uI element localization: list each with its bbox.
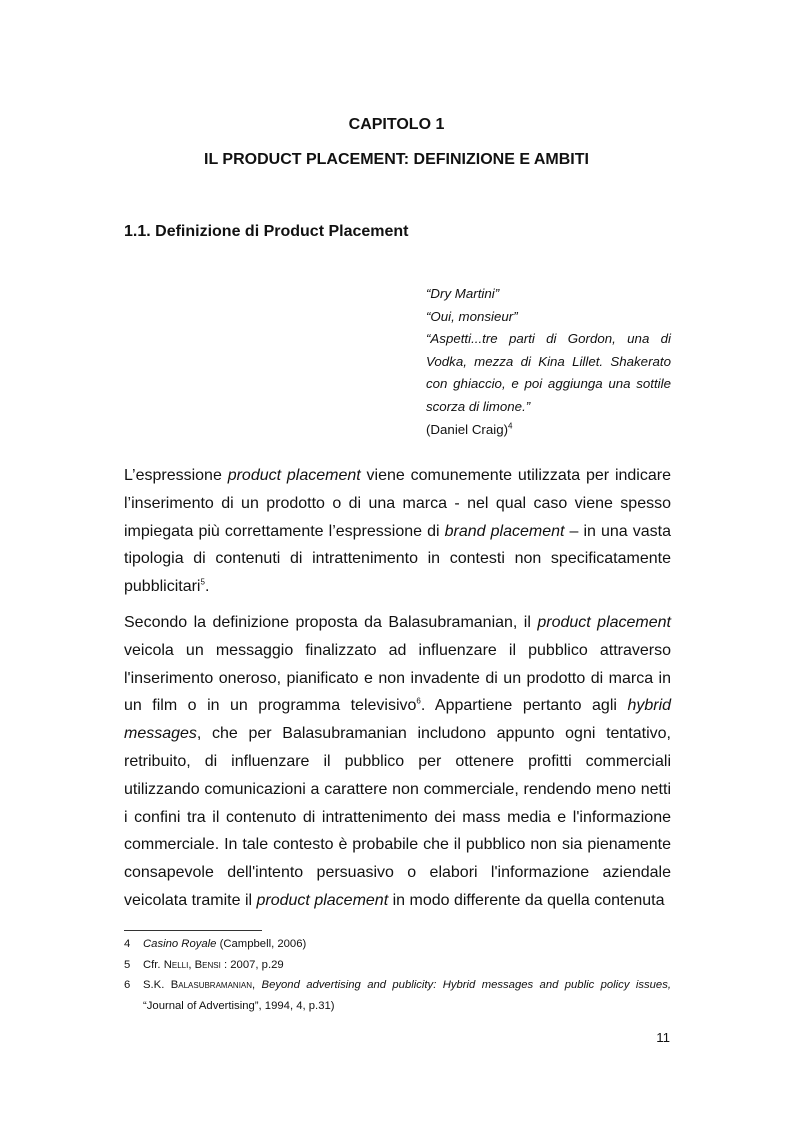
- paragraph-2: [124, 609, 671, 915]
- footnote-6-sep: ,: [252, 979, 262, 992]
- footnote-number: 6: [124, 979, 131, 992]
- page-number: 11: [656, 1030, 670, 1045]
- footnote-5-author-2: Bensi: [194, 958, 221, 971]
- p2-text-1: Secondo la definizione proposta da Balasubramanian, il: [124, 614, 538, 631]
- p2-text-4: , che per Balasubramanian includono appunto ogni tentativo, retribuito, di influenzare il pubblico per ottenere profitti commerciali utilizzando comunicazioni a carattere non commerciale, rendendo meno netti i confini tra il contenuto di intrattenimento dei mass media e l'informazione commerciale. In tale contesto è probabile che il pubblico non sia pienamente consapevole dell'intento persuasivo o elabori l'informazione aziendale veicolata tramite il: [124, 725, 671, 909]
- p2-text-3: . Appartiene pertanto agli: [420, 697, 628, 715]
- footnotes: [124, 934, 671, 1016]
- p1-emphasis-2: brand placement: [444, 522, 565, 540]
- footnote-4-text: (Campbell, 2006): [216, 938, 307, 950]
- footnote-5-author-1: Nelli: [163, 958, 189, 971]
- footnote-ref-6: 6: [416, 697, 421, 707]
- p2-emphasis-2: hybrid messages: [124, 697, 672, 743]
- footnote-6-text: “Journal of Advertising”, 1994, 4, p.31): [143, 999, 335, 1012]
- epigraph-attribution: [426, 419, 671, 442]
- footnote-6-author: Balasubramanian: [170, 979, 253, 992]
- footnote-4: [124, 934, 671, 955]
- epigraph-line-1: “Dry Martini”: [426, 286, 500, 301]
- p2-text-2: veicola un messaggio finalizzato ad influenzare il pubblico attraverso l'inserimento oneroso, pianificato e non invadente di un prodotto di marca in un film o in un programma televisivo: [124, 641, 671, 715]
- paragraph-1: [124, 462, 671, 601]
- p1-text-2: viene comunemente utilizzata per indicare l’inserimento di un prodotto o di una marca - nel qual caso viene spesso impiegata più correttamente l’espressione di: [124, 467, 671, 540]
- footnote-5: [124, 955, 671, 976]
- epigraph-line-2: “Oui, monsieur”: [426, 308, 518, 324]
- footnote-ref-5: 5: [200, 577, 205, 587]
- footnote-6-title: Beyond advertising and publicity: Hybrid messages and public policy issues,: [261, 979, 671, 992]
- footnote-5-sep: ,: [188, 958, 195, 971]
- section-heading: 1.1. Definizione di Product Placement: [124, 223, 409, 240]
- p1-text-1: L’espressione: [124, 467, 228, 484]
- epigraph-line-3: “Aspetti...tre parti di Gordon, una di Vodka, mezza di Kina Lillet. Shakerato con ghiaccio, e poi aggiunga una sottile scorza di limone.”: [426, 331, 671, 414]
- chapter-number: CAPITOLO 1: [348, 116, 445, 133]
- epigraph: [426, 283, 671, 441]
- p2-emphasis-3: product placement: [256, 891, 389, 909]
- footnote-4-title: Casino Royale: [143, 938, 217, 950]
- footnote-number: 5: [124, 958, 131, 971]
- chapter-title: IL PRODUCT PLACEMENT: DEFINIZIONE E AMBITI: [204, 151, 589, 168]
- footnote-separator: [124, 930, 262, 931]
- footnote-5-prefix: Cfr.: [143, 958, 164, 971]
- footnote-5-text: : 2007, p.29: [220, 958, 284, 971]
- epigraph-attribution-text: (Daniel Craig): [426, 421, 509, 437]
- p2-text-5: in modo differente da quella contenuta: [388, 891, 665, 909]
- p1-text-3: – in una vasta tipologia di contenuti di intrattenimento in contesti non specificatamente pubblicitari: [124, 522, 672, 596]
- p1-text-4: .: [204, 578, 210, 596]
- footnote-6: [124, 975, 671, 1016]
- footnote-number: 4: [124, 938, 131, 950]
- p1-emphasis-1: product placement: [227, 467, 361, 484]
- footnote-ref-4: 4: [508, 421, 513, 431]
- footnote-6-prefix: S.K.: [143, 979, 171, 992]
- p2-emphasis-1: product placement: [537, 614, 672, 631]
